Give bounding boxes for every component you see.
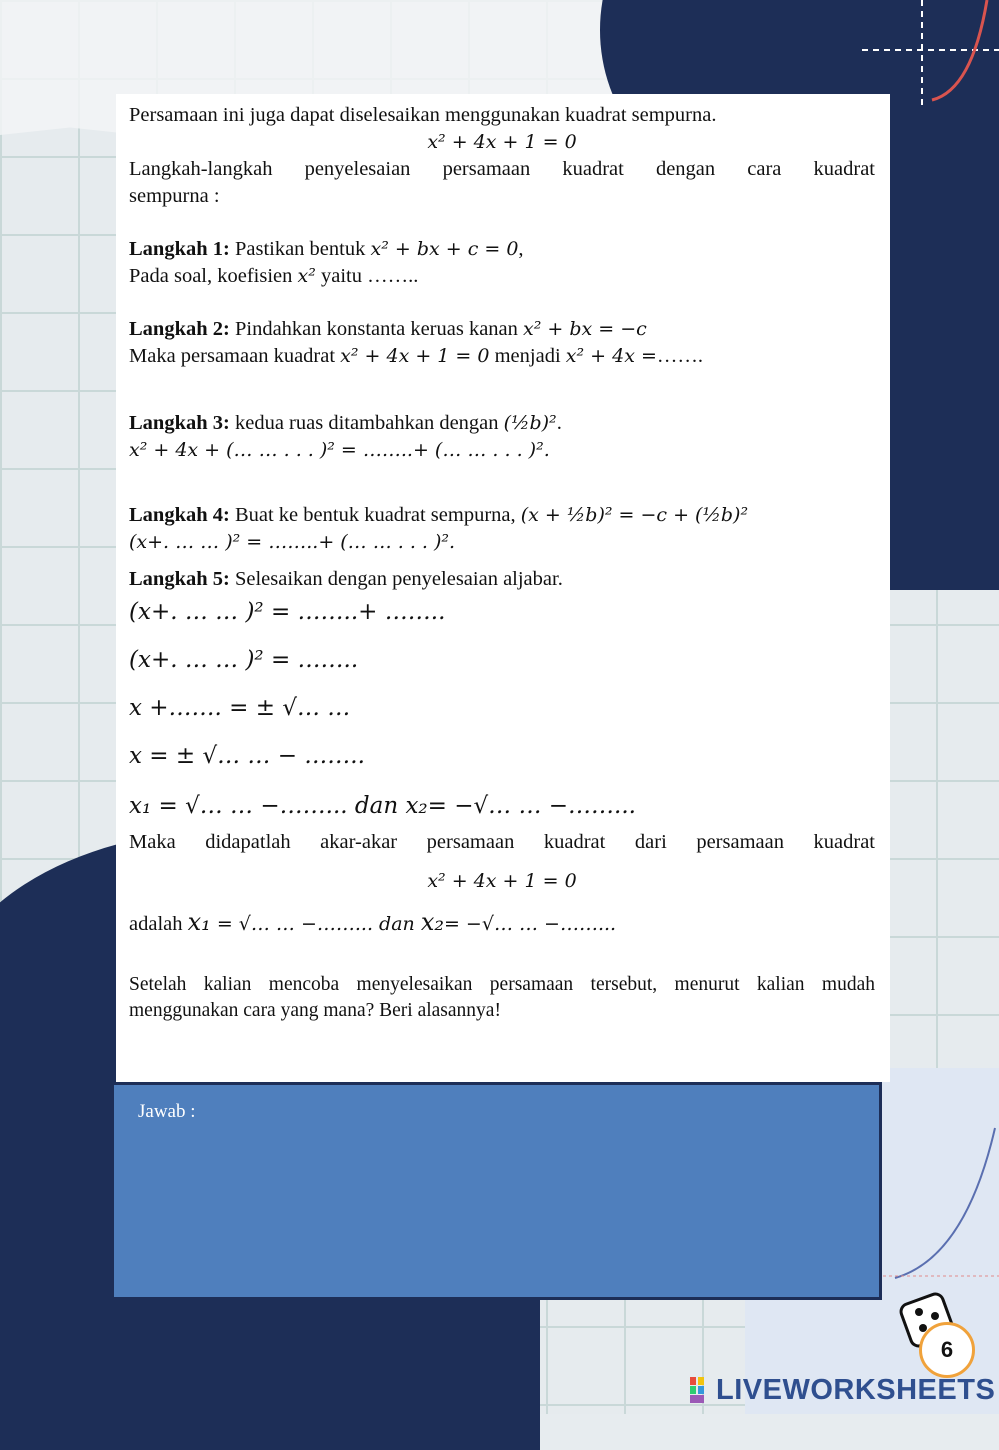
step2-line2 — [129, 343, 875, 370]
step3-text: kedua ruas ditambahkan dengan — [229, 412, 504, 434]
footer-brand-text: LIVEWORKSHEETS — [716, 1373, 996, 1406]
step1-line2 — [129, 263, 875, 290]
step1-title: Langkah 1: — [129, 238, 230, 260]
step4-math: (x + ½b)² = −c + (½b)² — [520, 504, 749, 526]
step2-line2-text2: menjadi — [489, 345, 566, 367]
step3-math: (½b)² — [503, 412, 557, 434]
step5-row-1[interactable]: (x+. … … )² = ……..+ …….. — [129, 599, 446, 625]
liveworksheets-logo-icon — [690, 1377, 712, 1403]
conclusion-x2: x₂ — [420, 908, 444, 936]
step2-line1 — [129, 316, 875, 343]
step5-row-3[interactable]: x +……. = ± √… … — [129, 695, 351, 721]
step1-line2-text: Pada soal, koefisien — [129, 265, 298, 287]
step1-line2-math: x² — [297, 265, 316, 287]
step4-text: Buat ke bentuk kuadrat sempurna, — [229, 504, 521, 526]
step5-text: Selesaikan dengan penyelesaian aljabar. — [229, 568, 563, 590]
conclusion-x1-value[interactable]: = √… … −……... dan — [210, 913, 421, 935]
step3-period: . — [556, 412, 562, 434]
answer-label: Jawab : — [138, 1101, 196, 1122]
step2-line2-math2: x² + 4x = — [565, 345, 657, 367]
question-line1: Setelah kalian mencoba menyelesaikan persamaan tersebut, menurut kalian mudah — [129, 974, 875, 995]
conclusion-adalah: adalah — [129, 913, 188, 935]
step5-row-4[interactable]: x = ± √… … − …….. — [129, 743, 365, 769]
conclusion-x2-value[interactable]: = −√… … −……... — [443, 913, 617, 935]
answer-box[interactable] — [111, 1082, 882, 1300]
step2-line2-math1: x² + 4x + 1 = 0 — [340, 345, 490, 367]
step4-line1 — [129, 502, 875, 529]
step3-line2[interactable]: x² + 4x + (… … . . . )² = ……..+ (… … . . . )². — [129, 439, 550, 461]
intro-text: Persamaan ini juga dapat diselesaikan menggunakan kuadrat sempurna. — [129, 104, 717, 126]
conclusion-equation: x² + 4x + 1 = 0 — [427, 870, 577, 892]
step1-math: x² + bx + c = 0 — [370, 238, 519, 260]
step5-line1 — [129, 566, 875, 593]
step3-title: Langkah 3: — [129, 412, 230, 434]
conclusion-x1: x₁ — [187, 908, 211, 936]
step2-text: Pindahkan konstanta keruas kanan — [229, 318, 524, 340]
step1-comma: , — [518, 238, 524, 260]
conclusion-line1: Maka didapatlah akar-akar persamaan kuadrat dari persamaan kuadrat — [129, 831, 875, 853]
step2-line2-blank[interactable]: ……. — [656, 345, 704, 367]
graph-decoration — [862, 0, 999, 105]
steps-intro-line1: Langkah-langkah penyelesaian persamaan kuadrat dengan cara kuadrat — [129, 158, 875, 180]
main-equation: x² + 4x + 1 = 0 — [427, 131, 577, 153]
steps-intro-line2: sempurna : — [129, 185, 220, 207]
step2-title: Langkah 2: — [129, 318, 230, 340]
page-number: 6 — [919, 1322, 975, 1378]
conclusion-line2 — [129, 909, 875, 938]
step1-line2-blank[interactable]: yaitu …….. — [315, 265, 419, 287]
worksheet-content — [129, 102, 875, 1024]
step2-line2-text: Maka persamaan kuadrat — [129, 345, 341, 367]
step4-title: Langkah 4: — [129, 504, 230, 526]
step2-math: x² + bx = −c — [523, 318, 647, 340]
step3-line1 — [129, 410, 875, 437]
question-line2: menggunakan cara yang mana? Beri alasannya! — [129, 1000, 501, 1021]
step1-line1 — [129, 236, 875, 263]
footer-brand — [690, 1372, 995, 1408]
step4-line2[interactable]: (x+. … … )² = ……..+ (… … . . . )². — [129, 531, 456, 553]
step5-row-5[interactable]: x₁ = √… … −……... dan x₂= −√… … −……... — [129, 793, 636, 819]
step5-title: Langkah 5: — [129, 568, 230, 590]
step1-text: Pastikan bentuk — [229, 238, 371, 260]
step5-row-2[interactable]: (x+. … … )² = …….. — [129, 647, 359, 673]
